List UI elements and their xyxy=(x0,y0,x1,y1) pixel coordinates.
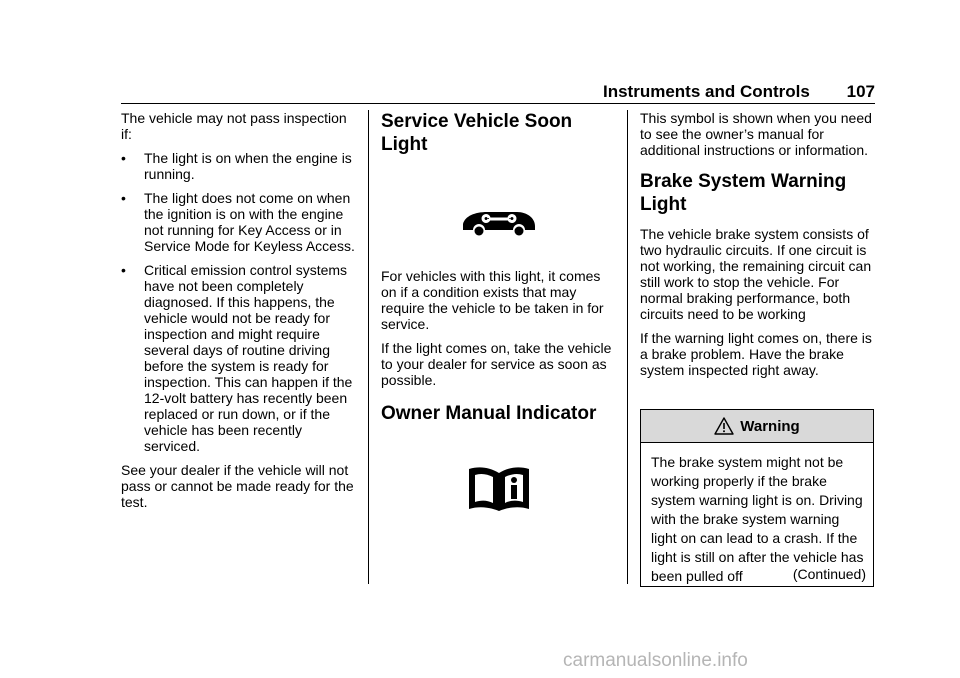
list-item xyxy=(121,150,357,182)
car-wrench-icon xyxy=(381,206,616,238)
column-1 xyxy=(121,110,357,518)
brake-paragraph-2: If the warning light comes on, there is a brake problem. Have the brake system inspected right away. xyxy=(640,330,872,378)
brake-warning-heading: Brake System Warning Light xyxy=(640,171,847,215)
section-title: Instruments and Controls xyxy=(603,82,810,101)
list-item-text: The light is on when the engine is running. xyxy=(144,150,352,182)
bullet-dot: • xyxy=(121,190,126,206)
list-item-text: Critical emission control systems have not been completely diagnosed. If this happens, the vehicle would not be ready for inspection and might require several days of routine driving before the system is ready for inspection. This can happen if the 12-volt battery has recently been replaced or run down, or if the vehicle has been recently serviced. xyxy=(144,262,353,454)
warning-header xyxy=(641,410,873,443)
book-info-icon xyxy=(381,465,616,511)
warning-triangle-icon xyxy=(714,417,734,435)
column-divider-2 xyxy=(627,110,628,584)
column-divider-1 xyxy=(368,110,369,584)
warning-box xyxy=(640,409,874,587)
header-rule xyxy=(121,103,875,104)
watermark: carmanualsonline.info xyxy=(563,650,748,671)
list-item xyxy=(121,190,357,254)
continued-label: (Continued) xyxy=(792,566,866,582)
service-paragraph-2: If the light comes on, take the vehicle to your dealer for service as soon as possible. xyxy=(381,340,612,388)
owner-manual-heading: Owner Manual Indicator xyxy=(381,403,597,424)
bullet-dot: • xyxy=(121,150,126,166)
brake-paragraph-1: The vehicle brake system consists of two hydraulic circuits. If one circuit is not working, the remaining circuit can still work to stop the vehicle. For normal braking performance, both circuits need to be working xyxy=(640,226,872,322)
bullet-dot: • xyxy=(121,262,126,278)
column-3 xyxy=(640,110,875,386)
manual-symbol-paragraph: This symbol is shown when you need to see the owner’s manual for additional instructions or information. xyxy=(640,110,872,158)
intro-paragraph: The vehicle may not pass inspection if: xyxy=(121,110,347,142)
warning-title: Warning xyxy=(740,417,800,435)
column-2 xyxy=(381,110,616,511)
service-paragraph-1: For vehicles with this light, it comes on if a condition exists that may require the vehicle to be taken in for service. xyxy=(381,268,604,332)
list-item xyxy=(121,262,357,454)
warning-body: The brake system might not be working properly if the brake system warning light is on. Driving with the brake system warning light on can lead to a crash. If the light is still on after the vehicle has been pulled off xyxy=(651,454,864,584)
list-item-text: The light does not come on when the ignition is on with the engine not running for Key Access or in Service Mode for Keyless Access. xyxy=(144,190,355,254)
outro-paragraph: See your dealer if the vehicle will not pass or cannot be made ready for the test. xyxy=(121,462,354,510)
page-number: 107 xyxy=(846,82,875,101)
service-vehicle-heading: Service Vehicle Soon Light xyxy=(381,111,573,155)
